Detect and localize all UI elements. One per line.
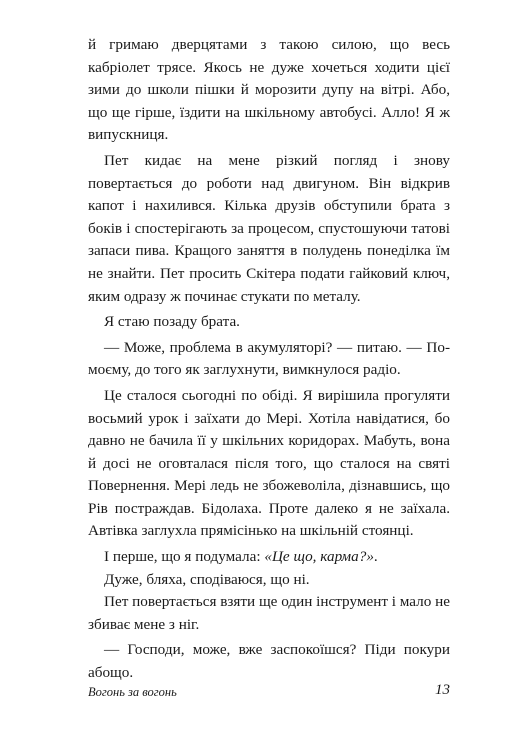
paragraph-7: Дуже, бляха, сподіваюся, що ні. bbox=[104, 570, 310, 588]
paragraph-5: Це сталося сьогодні по обіді. Я вирішила прогуляти восьмий урок і заїхати до Мері. Хотіла навідатися, бо давно не бачила її у шкільних коридорах. Мабуть, вона й досі не оговталася після того, що сталося на святі Повернення. Мері ледь не збожеволіла, дізнавшись, що Рів постраждав. Бідолаха. Проте далеко я не заїхала. Автівка заглухла прямісінько на шкільній стоянці. bbox=[88, 386, 450, 540]
paragraph-2: Пет кидає на мене різкий погляд і знову повертається до роботи над двигуном. Він відкрив капот і нахилився. Кілька друзів обступили брата з боків і спостерігають за процесом, спустошуючи татові запаси пива. Кращого заняття в полудень понеділка їм не знайти. Пет просить Скітера подати гайковий ключ, яким одразу ж починає стукати по металу. bbox=[88, 151, 450, 305]
paragraph-3: Я стаю позаду брата. bbox=[104, 313, 240, 331]
paragraph-9: — Господи, може, вже заспокоїшся? Піди покури абощо. bbox=[88, 641, 450, 682]
running-footer-book-title: Вогонь за вогонь bbox=[88, 685, 177, 699]
paragraph-1: й гримаю дверцятами з такою силою, що весь кабріолет трясе. Якось не дуже хочеться ходити цієї зими до школи пішки й морозити дупу на вітрі. Або, що ще гірше, їздити на шкільному автобусі. Алло! Я ж випускниця. bbox=[88, 36, 450, 144]
karma-quote: «Це що, карма?» bbox=[264, 548, 374, 566]
page-number: 13 bbox=[435, 682, 450, 698]
paragraph-karma bbox=[88, 546, 450, 569]
page-body-text bbox=[88, 34, 450, 688]
karma-tail: . bbox=[373, 548, 378, 566]
paragraph-8: Пет повертається взяти ще один інструмент і мало не збиває мене з ніг. bbox=[88, 593, 450, 633]
karma-lead-text: І перше, що я подумала: bbox=[104, 548, 265, 566]
paragraph-4: — Може, проблема в акумуляторі? — питаю. — По-моєму, до того як заглухнути, вимкнулося радіо. bbox=[88, 338, 450, 379]
